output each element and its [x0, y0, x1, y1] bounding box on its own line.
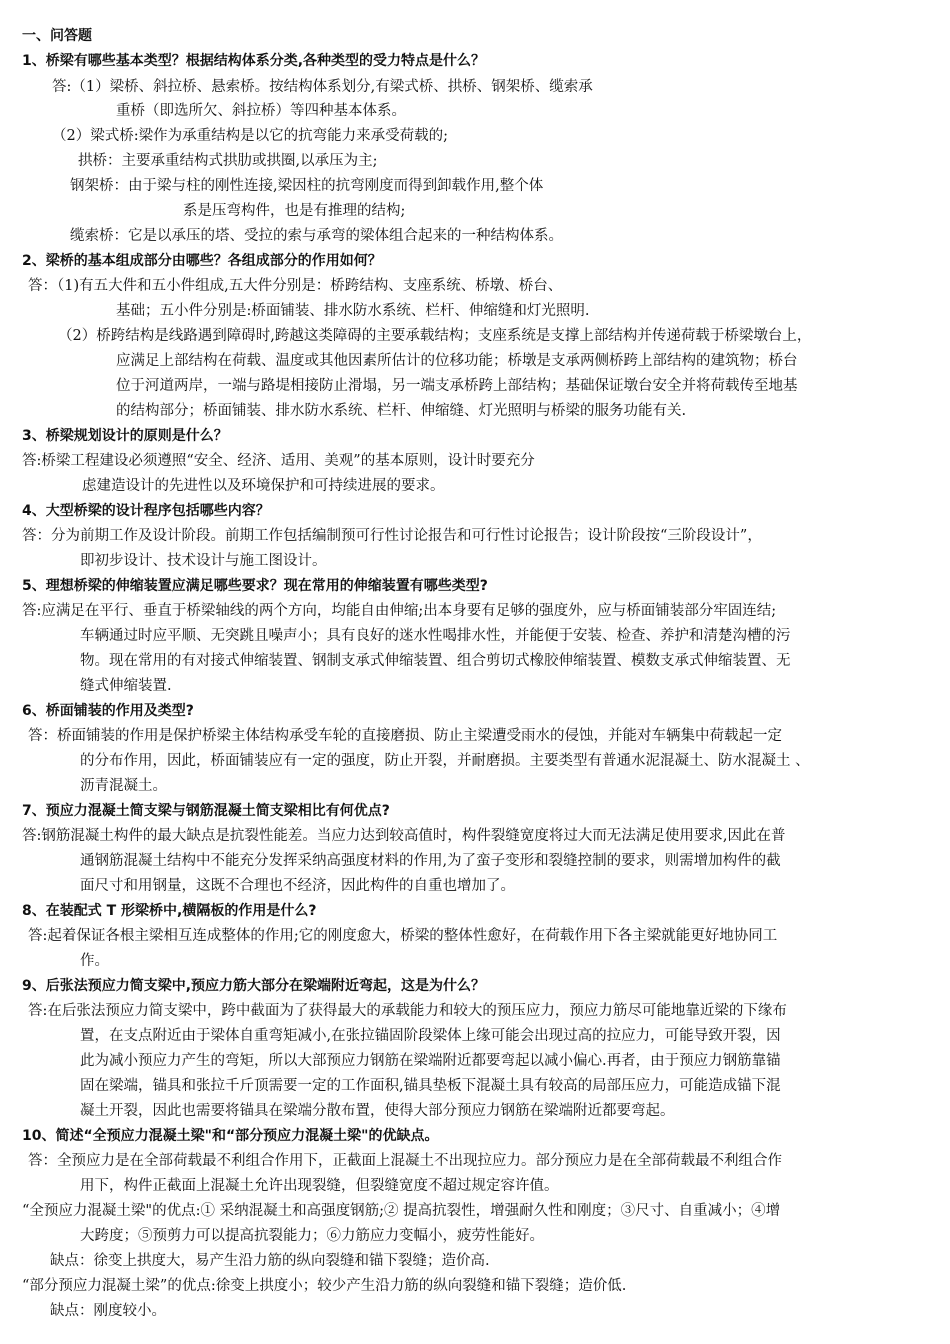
answer-text-line: “部分预应力混凝土梁”的优点:徐变上拱度小；较少产生沿力筋的纵向裂缝和锚下裂缝；造价低.: [22, 1278, 627, 1294]
answer-text-line: 答：桥面铺装的作用是保护桥梁主体结构承受车轮的直接磨损、防止主梁遭受雨水的侵蚀，并能对车辆集中荷载起一定: [28, 728, 782, 744]
answer-text-line: 答:在后张法预应力简支梁中，跨中截面为了获得最大的承载能力和较大的预压应力，预应力筋尽可能地靠近梁的下缘布: [28, 1003, 787, 1019]
answer-text-line: 沥青混凝土。: [80, 778, 167, 794]
question-heading: 2、梁桥的基本组成部分由哪些？各组成部分的作用如何？: [22, 253, 382, 269]
answer-text-line: “全预应力混凝土梁"的优点:① 采纳混凝土和高强度钢筋;② 提高抗裂性，增强耐久性和刚度；③尺寸、自重减小；④增: [22, 1203, 781, 1219]
answer-text-line: 通钢筋混凝土结构中不能充分发挥采纳高强度材料的作用,为了蛮子变形和裂缝控制的要求，则需增加构件的截: [80, 853, 781, 869]
answer-text-line: 大跨度；⑤预剪力可以提高抗裂能力；⑥力筋应力变幅小，疲劳性能好。: [80, 1228, 544, 1244]
answer-text-line: 置，在支点附近由于梁体自重弯矩减小,在张拉锚固阶段梁体上缘可能会出现过高的拉应力，可能导致开裂，因: [80, 1028, 781, 1044]
answer-text-line: 答:钢筋混凝土构件的最大缺点是抗裂性能差。当应力达到较高值时，构件裂缝宽度将过大而无法满足使用要求,因此在普: [22, 828, 786, 844]
answer-text-line: 位于河道两岸，一端与路堤相接防止滑塌，另一端支承桥跨上部结构；基础保证墩台安全并将荷载传至地基: [116, 378, 798, 394]
answer-text-line: 虑建造设计的先进性以及环境保护和可持续进展的要求。: [82, 478, 445, 494]
question-heading: 10、简述“全预应力混凝土梁"和“部分预应力混凝土梁"的优缺点。: [22, 1128, 439, 1144]
answer-text-line: 凝土开裂，因此也需要将锚具在梁端分散布置，使得大部分预应力钢筋在梁端附近都要弯起。: [80, 1103, 675, 1119]
answer-text-line: 此为减小预应力产生的弯矩，所以大部预应力钢筋在梁端附近都要弯起以减小偏心.再者，由于预应力钢筋靠锚: [80, 1053, 781, 1069]
answer-text-line: 重桥（即选所欠、斜拉桥）等四种基本体系。: [116, 103, 406, 119]
answer-text-line: 物。现在常用的有对接式伸缩装置、钢制支承式伸缩装置、组合剪切式橡胶伸缩装置、模数支承式伸缩装置、无: [80, 653, 791, 669]
answer-text-line: （2）梁式桥:梁作为承重结构是以它的抗弯能力来承受荷载的;: [52, 128, 448, 144]
answer-text-line: 答：（1)有五大件和五小件组成,五大件分别是：桥跨结构、支座系统、桥墩、桥台、: [28, 278, 563, 294]
answer-text-line: 答：分为前期工作及设计阶段。前期工作包括编制预可行性讨论报告和可行性讨论报告；设计阶段按“三阶段设计”，: [22, 528, 762, 544]
answer-text-line: （2）桥跨结构是线路遇到障碍时,跨越这类障碍的主要承载结构；支座系统是支撑上部结构并传递荷载于桥梁墩台上，: [58, 328, 812, 344]
section-title: 一、问答题: [22, 28, 92, 44]
answer-text-line: 应满足上部结构在荷载、温度或其他因素所估计的位移功能；桥墩是支承两侧桥跨上部结构的建筑物；桥台: [116, 353, 798, 369]
answer-text-line: 答:起着保证各根主梁相互连成整体的作用;它的刚度愈大，桥梁的整体性愈好，在荷载作用下各主梁就能更好地协同工: [28, 928, 778, 944]
question-heading: 6、桥面铺装的作用及类型?: [22, 703, 194, 719]
answer-text-line: 答:桥梁工程建设必须遵照“安全、经济、适用、美观”的基本原则，设计时要充分: [22, 453, 535, 469]
question-heading: 1、桥梁有哪些基本类型？根据结构体系分类,各种类型的受力特点是什么？: [22, 53, 486, 69]
answer-text-line: 答:（1）梁桥、斜拉桥、悬索桥。按结构体系划分,有梁式桥、拱桥、钢架桥、缆索承: [52, 79, 593, 95]
answer-text-line: 作。: [80, 953, 109, 969]
answer-text-line: 缝式伸缩装置.: [80, 678, 172, 694]
question-heading: 5、理想桥梁的伸缩装置应满足哪些要求？现在常用的伸缩装置有哪些类型?: [22, 578, 488, 594]
answer-text-line: 固在梁端，锚具和张拉千斤顶需要一定的工作面积,锚具垫板下混凝土具有较高的局部压应力，可能造成锚下混: [80, 1078, 781, 1094]
answer-text-line: 答：全预应力是在全部荷载最不利组合作用下，正截面上混凝土不出现拉应力。部分预应力是在全部荷载最不利组合作: [28, 1153, 782, 1169]
question-heading: 9、后张法预应力简支梁中,预应力筋大部分在梁端附近弯起，这是为什么？: [22, 978, 486, 994]
answer-text-line: 缺点：徐变上拱度大，易产生沿力筋的纵向裂缝和锚下裂缝；造价高.: [50, 1253, 490, 1269]
answer-text-line: 拱桥：主要承重结构式拱肋或拱圈,以承压为主;: [78, 153, 378, 169]
answer-text-line: 缺点：刚度较小。: [50, 1303, 166, 1319]
answer-text-line: 用下，构件正截面上混凝土允许出现裂缝，但裂缝宽度不超过规定容许值。: [80, 1178, 559, 1194]
answer-text-line: 答:应满足在平行、垂直于桥梁轴线的两个方向，均能自由伸缩;出本身要有足够的强度外，应与桥面铺装部分牢固连结;: [22, 603, 777, 619]
question-heading: 3、桥梁规划设计的原则是什么？: [22, 428, 228, 444]
answer-text-line: 缆索桥：它是以承压的塔、受拉的索与承弯的梁体组合起来的一种结构体系。: [70, 228, 563, 244]
answer-text-line: 的结构部分；桥面铺装、排水防水系统、栏杆、伸缩缝、灯光照明与桥梁的服务功能有关.: [116, 403, 687, 419]
question-heading: 7、预应力混凝土简支梁与钢筋混凝土简支梁相比有何优点?: [22, 803, 390, 819]
question-heading: 4、大型桥梁的设计程序包括哪些内容？: [22, 503, 270, 519]
answer-text-line: 即初步设计、技术设计与施工图设计。: [80, 553, 327, 569]
answer-text-line: 的分布作用，因此，桥面铺装应有一定的强度，防止开裂，并耐磨损。主要类型有普通水泥混凝土、防水混凝土 、: [80, 753, 810, 769]
answer-text-line: 基础；五小件分别是:桥面铺装、排水防水系统、栏杆、伸缩缝和灯光照明.: [116, 303, 590, 319]
answer-text-line: 钢架桥：由于梁与柱的刚性连接,梁因柱的抗弯刚度而得到卸载作用,整个体: [70, 178, 544, 194]
answer-text-line: 系是压弯构件，也是有推理的结构;: [183, 203, 406, 219]
answer-text-line: 面尺寸和用钢量，这既不合理也不经济，因此构件的自重也增加了。: [80, 878, 515, 894]
answer-text-line: 车辆通过时应平顺、无突跳且噪声小；具有良好的迷水性喝排水性，并能便于安装、检查、养护和清楚沟槽的污: [80, 628, 791, 644]
question-heading: 8、在装配式 T 形梁桥中,横隔板的作用是什么?: [22, 903, 317, 919]
